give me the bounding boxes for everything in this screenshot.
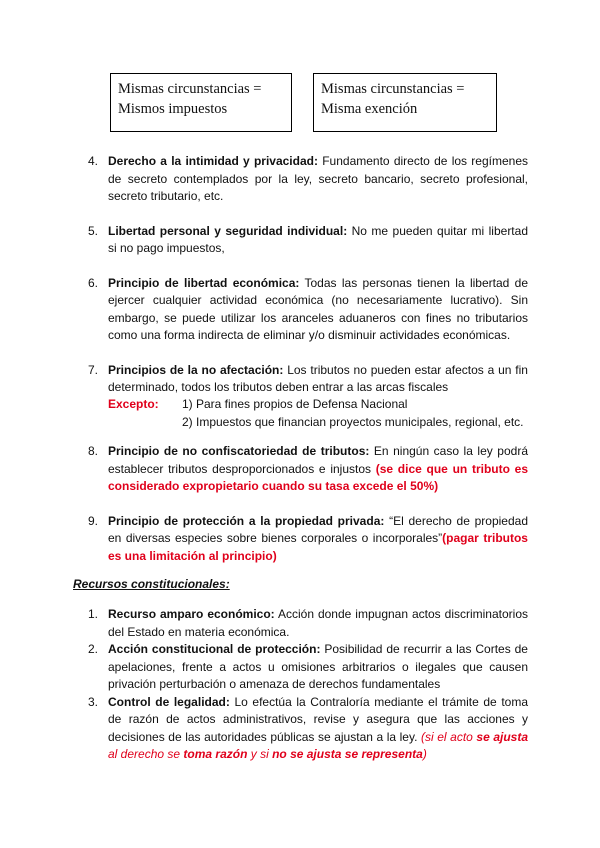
- item-text: Todas las personas tienen la libertad de ejercer cualquier actividad económica (no necesariamente lucrativo). Sin embargo, se puede utilizar los aranceles aduaneros con fines no tributarios como una forma indirecta de eliminar y/o disminuir actividades económicas.: [108, 275, 529, 342]
- item-red-note: (pagar tributos es una limitación al principio): [108, 531, 528, 563]
- principle-item-7: [88, 362, 528, 397]
- recurso-item-3: [88, 694, 528, 764]
- item-title: Derecho a la intimidad y privacidad:: [108, 154, 318, 168]
- item-number: 9.: [88, 513, 99, 528]
- item-title: Principio de libertad económica:: [108, 275, 300, 290]
- note-part-bold: no se ajusta se representa: [272, 747, 423, 761]
- item-text: No me pueden quitar mi libertad si no pago impuestos,: [108, 223, 528, 255]
- item-text: Acción donde impugnan actos discriminatorios del Estado en materia económica.: [108, 607, 528, 639]
- note-part: ): [422, 747, 427, 761]
- principle-item-5: [88, 223, 528, 258]
- item-text: Posibilidad de recurrir a las Cortes de apelaciones, frente a actos u omisiones arbitrarios o ilegales que causen privación perturbación o amenaza de derechos fundamentales: [108, 642, 528, 691]
- equality-tax-box: [110, 73, 292, 132]
- recurso-item-2: [88, 641, 528, 694]
- item-title: Acción constitucional de protección:: [108, 642, 321, 656]
- exception-label: Excepto:: [108, 397, 159, 411]
- principle-item-4: [88, 153, 528, 206]
- recurso-item-1: [88, 606, 528, 641]
- principle-item-6: [88, 275, 528, 345]
- item-number: 1.: [88, 607, 99, 621]
- item-text: Lo efectúa la Contraloría mediante el trámite de toma de razón de actos administrativos, revise y asegura que las acciones y decisiones de las autoridades públicas se ajustan a la ley.: [108, 694, 528, 744]
- recursos-list: [88, 606, 528, 764]
- item-text: Los tributos no pueden estar afectos a un fin determinado, todos los tributos deben entrar a las arcas fiscales: [108, 362, 528, 394]
- note-part-bold: se ajusta: [476, 729, 529, 744]
- item-number: 8.: [88, 444, 99, 458]
- item-text: Fundamento directo de los regímenes de secreto contemplados por la ley, secreto bancario, secreto profesional, secreto tributario, etc.: [108, 154, 528, 203]
- note-part: al derecho se: [108, 747, 184, 761]
- item-number: 2.: [88, 642, 99, 656]
- principle-list-lower: [88, 443, 528, 565]
- item-number: 7.: [88, 362, 99, 377]
- item-title: Principio de no confiscatoriedad de tributos:: [108, 444, 370, 458]
- section-heading: Recursos constitucionales:: [73, 577, 230, 591]
- item-title: Principios de la no afectación:: [108, 362, 284, 377]
- principle-list-upper: [88, 153, 528, 397]
- box-line: Misma exención: [321, 101, 418, 117]
- exception-option: 2) Impuestos que financian proyectos municipales, regional, etc.: [182, 414, 524, 429]
- item-number: 4.: [88, 154, 99, 168]
- item-number: 5.: [88, 223, 99, 238]
- item-title: Libertad personal y seguridad individual:: [108, 223, 348, 238]
- exception-option: 1) Para fines propios de Defensa Nacional: [182, 397, 408, 411]
- note-part-bold: toma razón: [183, 747, 248, 761]
- equality-exemption-box: [313, 73, 497, 132]
- item-text: “El derecho de propiedad en diversas especies sobre bienes corporales o incorporales”: [108, 513, 529, 545]
- box-line: Mismas circunstancias =: [321, 81, 465, 97]
- note-part: y si: [247, 747, 273, 761]
- note-part: (si el acto: [421, 729, 477, 744]
- item-red-note: (se dice que un tributo es considerado expropietario cuando su tasa excede el 50%): [108, 461, 528, 493]
- item-title: Recurso amparo económico:: [108, 607, 275, 621]
- box-line: Mismos impuestos: [118, 101, 228, 117]
- item-number: 6.: [88, 275, 99, 290]
- principle-item-9: [88, 513, 528, 566]
- box-line: Mismas circunstancias =: [118, 81, 262, 97]
- principle-item-8: [88, 443, 528, 496]
- item-title: Principio de protección a la propiedad privada:: [108, 513, 385, 528]
- item-text: En ningún caso la ley podrá establecer tributos desproporcionados e injustos: [108, 444, 528, 476]
- item-title: Control de legalidad:: [108, 694, 230, 709]
- item-number: 3.: [88, 694, 99, 709]
